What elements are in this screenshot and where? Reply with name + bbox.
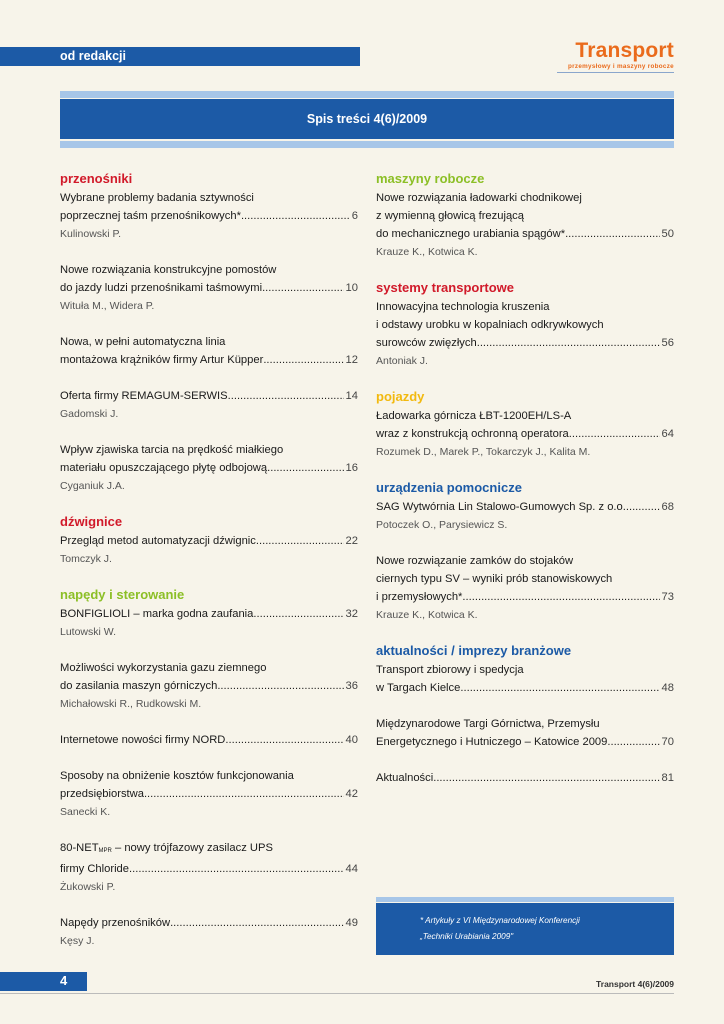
entry-title: wraz z konstrukcją ochronną operatora [376, 428, 569, 440]
page-number: 36 [345, 680, 358, 692]
toc-entry[interactable] [376, 189, 674, 261]
page-number: 12 [345, 354, 358, 366]
page-number: 48 [661, 682, 674, 694]
entry-title: do jazdy ludzi przenośnikami taśmowymi [60, 282, 263, 294]
page-number: 56 [661, 337, 674, 349]
entry-title: Innowacyjna technologia kruszenia [376, 301, 550, 313]
entry-author: Tomczyk J. [60, 553, 112, 565]
logo-tagline: przemysłowy i maszyny robocze [568, 63, 674, 70]
page-number: 6 [351, 210, 358, 222]
entry-title: Wybrane problemy badania sztywności [60, 192, 254, 204]
entry-title: Nowa, w pełni automatyczna linia [60, 336, 226, 348]
entry-author: Kęsy J. [60, 935, 95, 947]
page-number: 73 [661, 591, 674, 603]
entry-title-part: – nowy trójfazowy zasilacz UPS [111, 842, 273, 854]
entry-title [60, 839, 358, 860]
toc-entry[interactable] [376, 715, 674, 751]
note-stripe [376, 897, 674, 902]
entry-title: Międzynarodowe Targi Górnictwa, Przemysłu [376, 718, 600, 730]
toc-entry[interactable] [376, 552, 674, 624]
toc-entry[interactable] [60, 261, 358, 315]
entry-author: Rozumek D., Marek P., Tokarczyk J., Kalita M. [376, 446, 591, 458]
entry-title: w Targach Kielce [376, 682, 461, 694]
toc-entry[interactable] [60, 387, 358, 423]
page-number: 14 [345, 390, 358, 402]
entry-author: Sanecki K. [60, 806, 111, 818]
section-label: od redakcji [60, 49, 126, 63]
page-number: 50 [661, 228, 674, 240]
entry-title: Nowe rozwiązanie zamków do stojaków [376, 555, 574, 567]
entry-title: Nowe rozwiązania konstrukcyjne pomostów [60, 264, 277, 276]
entry-title: Ładowarka górnicza ŁBT-1200EH/LS-A [376, 410, 572, 422]
entry-title: Energetycznego i Hutniczego – Katowice 2009 [376, 736, 608, 748]
toc-entry[interactable] [60, 333, 358, 369]
banner-stripe-top [60, 91, 674, 98]
logo-rule [557, 72, 674, 73]
footnote-box [376, 903, 674, 955]
entry-title: i odstawy urobku w kopalniach odkrywkowych [376, 319, 604, 331]
page-number: 22 [345, 535, 358, 547]
banner-stripe-bottom [60, 141, 674, 148]
category-urzadzenia: urządzenia pomocnicze [376, 480, 522, 495]
category-dzwignice: dźwignice [60, 514, 123, 529]
entry-title: z wymienną głowicą frezującą [376, 210, 524, 222]
toc-right-column [376, 170, 674, 805]
entry-author: Kulinowski P. [60, 228, 122, 240]
category-pojazdy: pojazdy [376, 389, 425, 404]
entry-title: BONFIGLIOLI – marka godna zaufania [60, 608, 254, 620]
entry-subscript: MPR [98, 848, 112, 854]
toc-left-column [60, 170, 358, 968]
entry-title: montażowa krążników firmy Artur Küpper [60, 354, 264, 366]
toc-entry[interactable] [376, 298, 674, 370]
toc-entry[interactable] [60, 914, 358, 950]
logo-brand: Transport [575, 39, 674, 62]
toc-title: Spis treści 4(6)/2009 [60, 99, 674, 139]
section-header-bar [0, 47, 360, 66]
footer-rule [0, 993, 674, 994]
entry-title: Sposoby na obniżenie kosztów funkcjonowania [60, 770, 294, 782]
entry-title: Wpływ zjawiska tarcia na prędkość miałkiego [60, 444, 284, 456]
page-number: 44 [345, 863, 358, 875]
entry-title: ciernych typu SV – wyniki prób stanowiskowych [376, 573, 613, 585]
transport-logo [568, 40, 674, 70]
page-number: 42 [345, 788, 358, 800]
footnote-line: * Artykuły z VI Międzynarodowej Konferencji [420, 916, 580, 925]
entry-title: Przegląd metod automatyzacji dźwignic [60, 535, 256, 547]
entry-author: Krauze K., Kotwica K. [376, 609, 478, 621]
page-number: 81 [661, 772, 674, 784]
entry-title: i przemysłowych* [376, 591, 463, 603]
entry-title: Aktualności [376, 772, 434, 784]
entry-author: Antoniak J. [376, 355, 428, 367]
entry-author: Cyganiuk J.A. [60, 480, 125, 492]
toc-entry[interactable] [376, 407, 674, 461]
page-number: 32 [345, 608, 358, 620]
toc-entry[interactable] [60, 532, 358, 568]
entry-title: materiału opuszczającego płytę odbojową [60, 462, 268, 474]
entry-author: Lutowski W. [60, 626, 117, 638]
toc-entry[interactable] [60, 189, 358, 243]
entry-title: poprzecznej taśm przenośnikowych* [60, 210, 241, 222]
entry-title: do zasilania maszyn górniczych [60, 680, 218, 692]
footnote-line: „Techniki Urabiania 2009" [420, 932, 514, 941]
category-maszyny: maszyny robocze [376, 171, 485, 186]
entry-title: Nowe rozwiązania ładowarki chodnikowej [376, 192, 582, 204]
page-number: 40 [345, 734, 358, 746]
issue-label: Transport 4(6)/2009 [596, 979, 674, 989]
entry-author: Michałowski R., Rudkowski M. [60, 698, 202, 710]
entry-author: Potoczek O., Parysiewicz S. [376, 519, 508, 531]
toc-entry[interactable] [376, 769, 674, 787]
entry-title: surowców zwięzłych [376, 337, 477, 349]
toc-entry[interactable] [60, 839, 358, 896]
category-systemy: systemy transportowe [376, 280, 514, 295]
page-number: 70 [661, 736, 674, 748]
page-number: 64 [661, 428, 674, 440]
category-napedy: napędy i sterowanie [60, 587, 185, 602]
toc-entry[interactable] [60, 441, 358, 495]
entry-author: Gadomski J. [60, 408, 119, 420]
toc-entry[interactable] [60, 767, 358, 821]
entry-title: Możliwości wykorzystania gazu ziemnego [60, 662, 267, 674]
entry-title: firmy Chloride [60, 863, 130, 875]
category-przenosniki: przenośniki [60, 171, 133, 186]
entry-title: SAG Wytwórnia Lin Stalowo-Gumowych Sp. z o.o. [376, 501, 626, 513]
entry-title: Oferta firmy REMAGUM-SERWIS [60, 390, 228, 402]
category-aktualnosci: aktualności / imprezy branżowe [376, 643, 572, 658]
toc-entry[interactable] [60, 605, 358, 641]
entry-title: Napędy przenośników [60, 917, 171, 929]
entry-author: Wituła M., Widera P. [60, 300, 155, 312]
page-number-bar [0, 972, 87, 991]
page-number: 68 [661, 501, 674, 513]
toc-entry[interactable] [376, 498, 674, 534]
page-number: 16 [345, 462, 358, 474]
entry-title: Internetowe nowości firmy NORD [60, 734, 226, 746]
toc-entry[interactable] [60, 731, 358, 749]
entry-title: do mechanicznego urabiania spągów* [376, 228, 566, 240]
page-number-footer: 4 [60, 973, 68, 988]
toc-entry[interactable] [376, 661, 674, 697]
entry-title-part: 80-NET [60, 842, 99, 854]
toc-entry[interactable] [60, 659, 358, 713]
entry-author: Żukowski P. [60, 881, 116, 893]
entry-author: Krauze K., Kotwica K. [376, 246, 478, 258]
page-number: 49 [345, 917, 358, 929]
entry-title: przedsiębiorstwa [60, 788, 144, 800]
entry-title: Transport zbiorowy i spedycja [376, 664, 524, 676]
page-number: 10 [345, 282, 358, 294]
